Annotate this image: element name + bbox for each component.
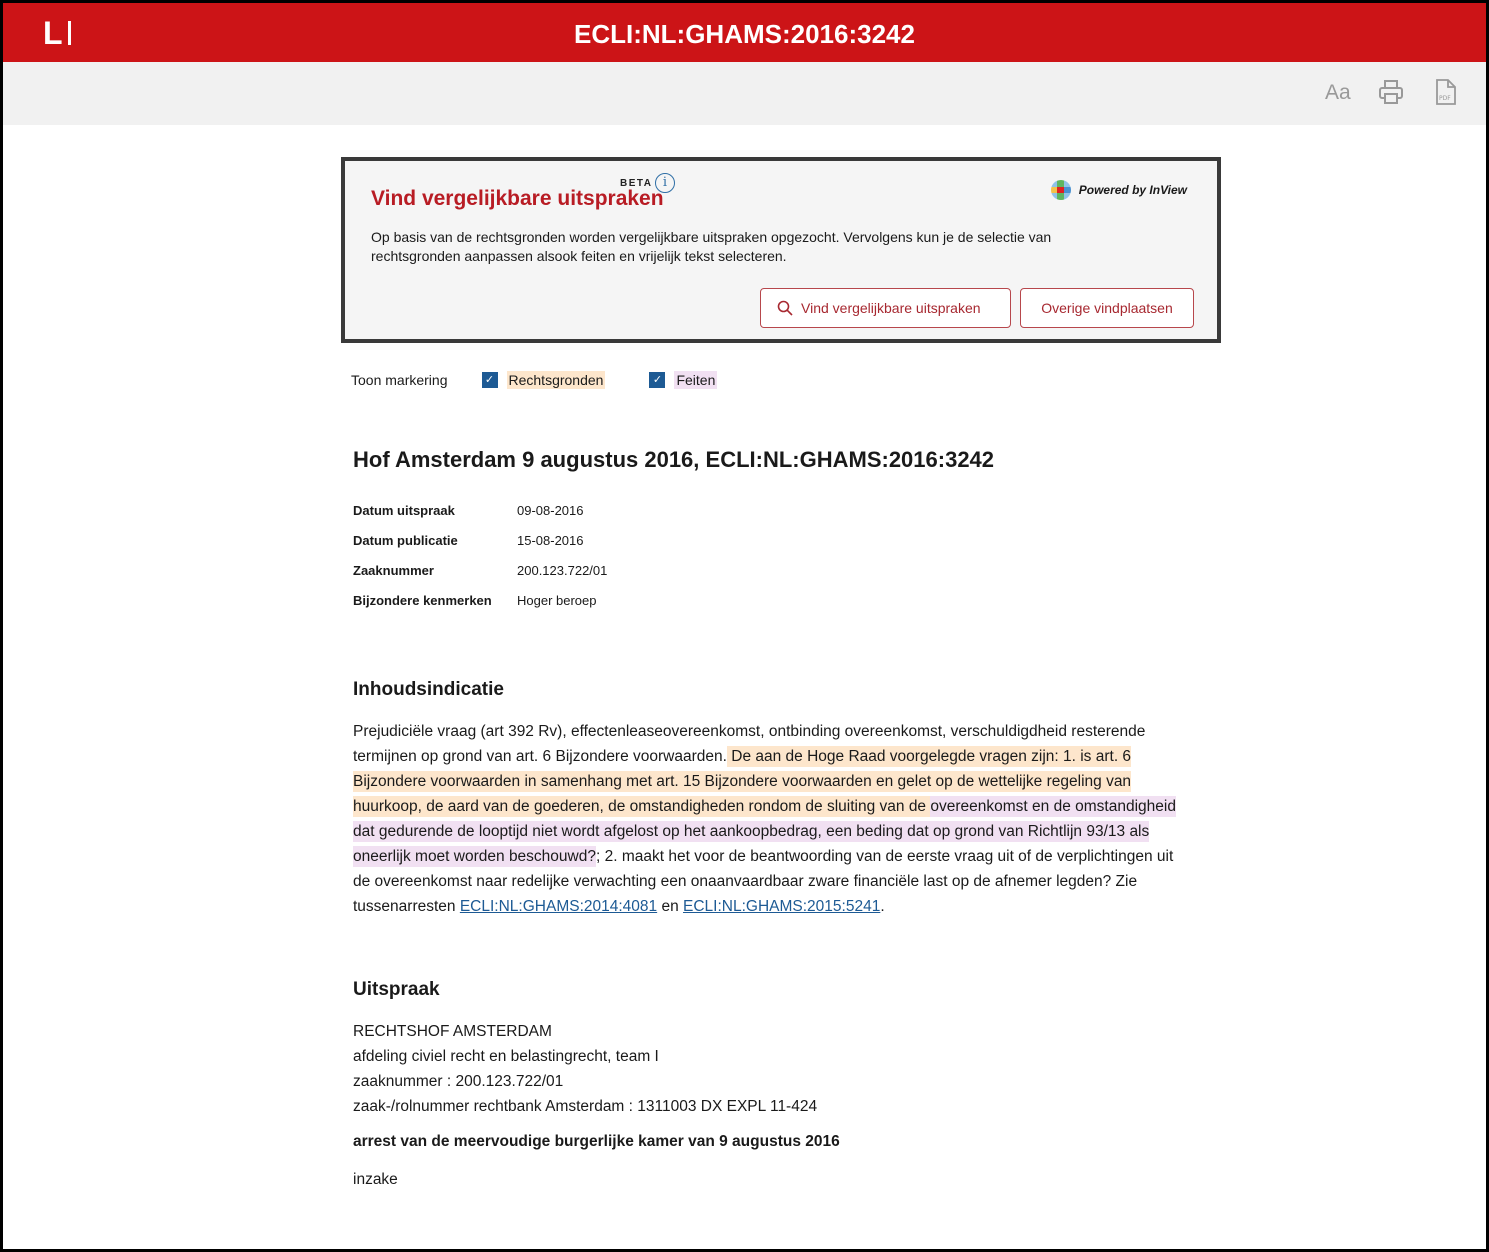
text-plain: en — [657, 898, 684, 915]
printer-icon — [1377, 78, 1405, 106]
similar-rulings-panel — [341, 157, 1221, 343]
meta-value: 200.123.722/01 — [517, 563, 608, 578]
beta-badge: BETA — [620, 178, 653, 189]
panel-description: Op basis van de rechtsgronden worden vergelijkbare uitspraken opgezocht. Vervolgens kun je de selectie van rechtsgronden aanpassen alsook feiten en vrijelijk tekst selecteren. — [371, 229, 1052, 264]
text-plain: Prejudiciële vraag (art 392 Rv), effectenleaseovereenkomst, ontbinding overeenkomst, verschuldigdheid resterende termijnen op grond van art. 6 Bijzondere voorwaarden. — [353, 723, 1146, 765]
search-icon — [777, 300, 793, 316]
ecli-link-2014[interactable]: ECLI:NL:GHAMS:2014:4081 — [459, 898, 658, 915]
meta-key: Zaaknummer — [353, 563, 434, 578]
pdf-file-icon — [1435, 78, 1457, 106]
inview-logo-icon — [1051, 180, 1071, 200]
metadata-table — [353, 503, 1193, 623]
meta-value: Hoger beroep — [517, 593, 597, 608]
uitspraak-line: afdeling civiel recht en belastingrecht, team I — [353, 1048, 659, 1065]
uitspraak-line: RECHTSHOF AMSTERDAM — [353, 1023, 552, 1040]
ecli-link-2015[interactable]: ECLI:NL:GHAMS:2015:5241 — [683, 898, 881, 915]
text-plain: . — [880, 898, 885, 915]
uitspraak-line: zaak-/rolnummer rechtbank Amsterdam : 1311003 DX EXPL 11-424 — [353, 1098, 818, 1115]
marking-toggles — [351, 371, 717, 389]
highlight-rechtsgronden[interactable]: De aan de Hoge Raad voorgelegde vragen zijn: 1. is art. 6 Bijzondere voorwaarden in samenhang met art. 15 Bijzondere voorwaarden en gelet op de wettelijke regeling van huurkoop, de aard van de goederen, de omstandigheden rondom de sluiting van de — [353, 748, 1132, 815]
app-window — [3, 3, 1486, 1249]
uitspraak-heading: Uitspraak — [353, 979, 440, 1000]
pdf-button[interactable] — [1435, 78, 1457, 111]
meta-key: Datum uitspraak — [353, 503, 455, 518]
document — [353, 447, 1193, 1189]
meta-key: Datum publicatie — [353, 533, 458, 548]
top-bar — [3, 3, 1486, 62]
print-button[interactable] — [1377, 78, 1405, 111]
logo-text: L — [43, 15, 64, 51]
powered-by-text: Powered by InView — [1078, 183, 1187, 197]
text-plain: ; 2. maakt het voor de beantwoording van de eerste vraag uit of de verplichtingen uit de overeenkomst naar redelijke verwachting een onaanvaardbaar zware financiële last op de afnemer legden? Zie tussenarresten — [353, 848, 1174, 915]
meta-row — [353, 563, 1193, 593]
checkbox-rechtsgronden[interactable]: ✓ — [482, 372, 498, 388]
document-title: Hof Amsterdam 9 augustus 2016, ECLI:NL:GHAMS:2016:3242 — [353, 447, 995, 472]
svg-text:PDF: PDF — [1439, 95, 1451, 102]
meta-row — [353, 533, 1193, 563]
font-size-button[interactable]: Aa — [1325, 81, 1351, 104]
toolbar — [3, 62, 1486, 125]
info-icon[interactable]: i — [655, 173, 675, 193]
meta-value: 09-08-2016 — [517, 503, 584, 518]
uitspraak-line: zaaknummer : 200.123.722/01 — [353, 1073, 564, 1090]
other-sources-button[interactable]: Overige vindplaatsen — [1020, 288, 1194, 328]
page-header-title: ECLI:NL:GHAMS:2016:3242 — [574, 19, 915, 49]
panel-title: Vind vergelijkbare uitspraken — [371, 187, 664, 210]
meta-key: Bijzondere kenmerken — [353, 593, 492, 608]
find-similar-label: Vind vergelijkbare uitspraken — [801, 300, 981, 316]
marking-label: Toon markering — [351, 372, 448, 388]
rechtsgronden-label[interactable]: Rechtsgronden — [508, 372, 604, 388]
checkbox-feiten[interactable]: ✓ — [649, 372, 665, 388]
uitspraak-header-lines — [353, 1019, 1193, 1119]
inhoudsindicatie-heading: Inhoudsindicatie — [353, 679, 504, 700]
find-similar-button[interactable] — [760, 288, 1011, 328]
inzake-line: inzake — [353, 1171, 398, 1188]
highlight-feiten[interactable]: overeenkomst en de omstandigheid dat gedurende de looptijd niet wordt afgelost op het aankoopbedrag, een beding dat op grond van Richtlijn 93/13 als oneerlijk moet worden beschouwd? — [353, 798, 1176, 865]
meta-row — [353, 593, 1193, 623]
feiten-label[interactable]: Feiten — [676, 372, 716, 388]
main-content — [341, 157, 1221, 1188]
inhoudsindicatie-text — [353, 719, 1188, 919]
powered-by — [1051, 180, 1187, 200]
arrest-line: arrest van de meervoudige burgerlijke kamer van 9 augustus 2016 — [353, 1133, 840, 1150]
meta-value: 15-08-2016 — [517, 533, 584, 548]
meta-row — [353, 503, 1193, 533]
